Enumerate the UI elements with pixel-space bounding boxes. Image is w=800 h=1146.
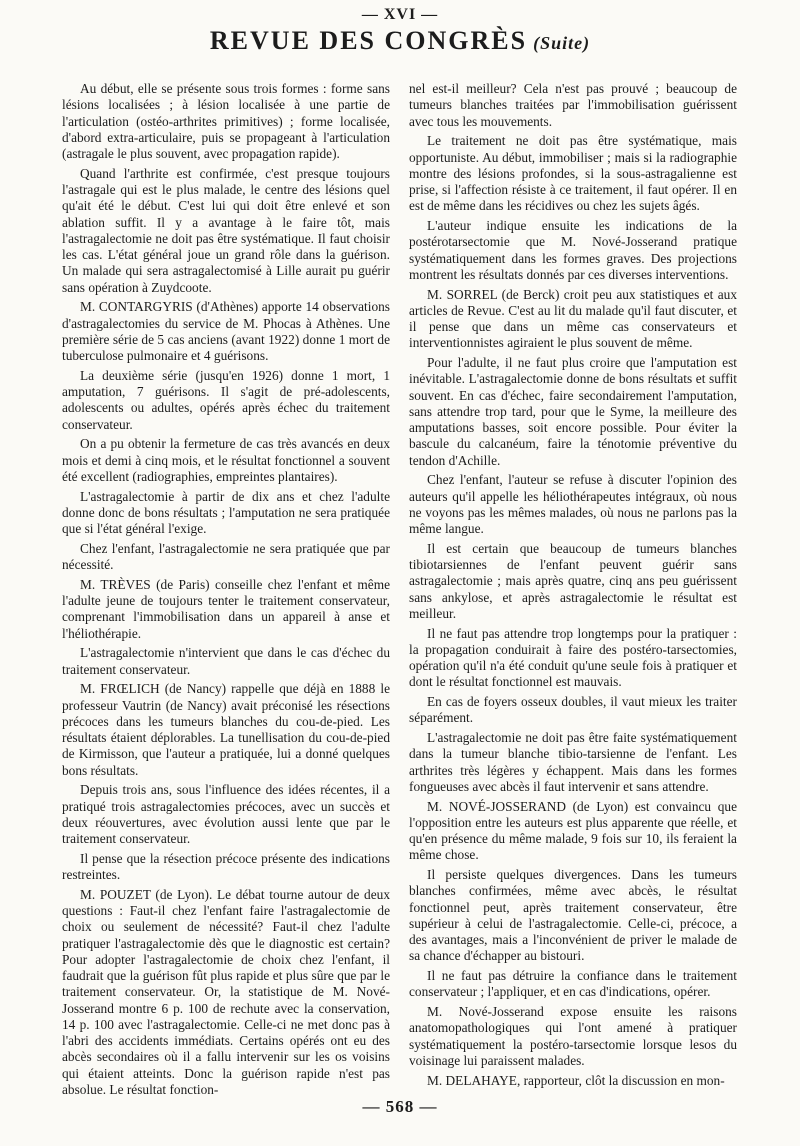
paragraph: La deuxième série (jusqu'en 1926) donne 1 mort, 1 amputation, 7 guérisons. Il s'agit de pré-adolescents, adolescents ou adultes, opérés après échec du traitement conservateur. [62, 367, 390, 432]
section-suite-label: (Suite) [533, 33, 591, 53]
paragraph: Il pense que la résection précoce présente des indications restreintes. [62, 850, 390, 882]
paragraph: Quand l'arthrite est confirmée, c'est presque toujours l'astragale qui est le plus malade, le centre des lésions quel qu'ait été le début. C'est lui qui doit être enlevé et son ablation suffit. Il y a avantage à le faire tôt, mais l'astragalectomie ne doit pas être systématique. Il faut choisir les cas. L'état général joue un grand rôle dans la guérison. Un malade qui sera astragalectomisé à Lille aurait pu guérir sans opération à Zuydcoote. [62, 165, 390, 295]
paragraph: M. SORREL (de Berck) croit peu aux statistiques et aux articles de Revue. C'est au lit du malade qu'il faut discuter, et il pense que dans un même cas conservateurs et interventionnistes agiraient le plus souvent de même. [409, 286, 737, 351]
section-title: REVUE DES CONGRÈS [209, 26, 528, 55]
paragraph: Au début, elle se présente sous trois formes : forme sans lésions localisées ; à lésion localisée à une partie de l'articulation (ostéo-arthrites primitives) ; forme localisée, d'abord extra-articulaire, puis se propageant à l'articulation (astragale le plus souvent, avec propagation rapide). [62, 81, 390, 161]
page-number: — 568 — [362, 1097, 438, 1116]
paragraph: Il persiste quelques divergences. Dans les tumeurs blanches confirmées, même avec abcès, le résultat fonctionnel peut, après traitement conservateur, être supérieur à celui de l'astragalectomie. Celle-ci, précoce, a des avantages, mais a l'inconvénient de priver le malade de sa chance d'échapper au bistouri. [409, 867, 737, 964]
paragraph: M. TRÈVES (de Paris) conseille chez l'enfant et même l'adulte jeune de toujours tenter le traitement conservateur, comprenant l'immobilisation dans un appareil à anse et l'héliothérapie. [62, 576, 390, 641]
paragraph: Il ne faut pas détruire la confiance dans le traitement conservateur ; l'appliquer, et en cas d'indications, opérer. [409, 968, 737, 1000]
paragraph: En cas de foyers osseux doubles, il vaut mieux les traiter séparément. [409, 694, 737, 726]
paragraph: nel est-il meilleur? Cela n'est pas prouvé ; beaucoup de tumeurs blanches traitées par l'immobilisation guérissent avec tous les mouvements. [409, 81, 737, 129]
paragraph: M. NOVÉ-JOSSERAND (de Lyon) est convaincu que l'opposition entre les auteurs est plus apparente que réelle, et qu'en présence du même malade, 9 fois sur 10, ils feraient la même chose. [409, 798, 737, 863]
page-folio: — XVI — [361, 6, 439, 23]
section-heading [0, 26, 800, 56]
paragraph: L'astragalectomie à partir de dix ans et chez l'adulte donne donc de bons résultats ; l'amputation ne sera pratiquée que si l'état général l'exige. [62, 488, 390, 536]
paragraph: Le traitement ne doit pas être systématique, mais opportuniste. Au début, immobiliser ; mais si la radiographie montre des lésions profondes, si la sous-astragalienne est prise, si l'affection résiste à ce traitement, il faut opérer. Il en est de même dans les récidives ou chez les sujets âgés. [409, 133, 737, 214]
paragraph: M. Nové-Josserand expose ensuite les raisons anatomopathologiques qui l'ont amené à pratiquer systématiquement la postéro-tarsectomie lorsque lesos du voisinage lui paraissent malades. [409, 1004, 737, 1068]
paragraph: Il est certain que beaucoup de tumeurs blanches tibiotarsiennes de l'enfant peuvent guérir sans astragalectomie ; mais après quatre, cinq ans peu guérissent sans ankylose, et après astragalectomie le résultat est meilleur. [409, 540, 737, 621]
paragraph: Il ne faut pas attendre trop longtemps pour la pratiquer : la propagation conduirait à faire des postéro-tarsectomies, opération qu'il n'a été conduit qu'une seule fois à pratiquer et dont le résultat fonctionnel est mauvais. [409, 625, 737, 690]
paragraph: M. POUZET (de Lyon). Le débat tourne autour de deux questions : Faut-il chez l'enfant faire l'astragalectomie de choix ou seulement de nécessité? Faut-il chez l'adulte pratiquer l'astragalectomie dès que le diagnostic est certain? Pour adopter l'astragalectomie de choix chez l'enfant, il faudrait que la guérison fût plus rapide et plus sûre que par le traitement conservateur. Or, la statistique de M. Nové-Josserand montre 6 p. 100 de rechute avec la conservation, 14 p. 100 avec l'astragalectomie. Celle-ci ne met donc pas à l'abri des accidents immédiats. Certains opérés ont eu des abcès secondaires où il a fallu intervenir sur les os voisins qui étaient atteints. Donc la guérison rapide n'est pas absolue. Le résultat fonction- [62, 886, 390, 1097]
paragraph: Chez l'enfant, l'auteur se refuse à discuter l'opinion des auteurs qu'il appelle les héliothérapeutes intégraux, où nous ne voyons pas les mêmes malades, où nous ne parlons pas la même langue. [409, 472, 737, 536]
paragraph: M. FRŒLICH (de Nancy) rappelle que déjà en 1888 le professeur Vautrin (de Nancy) avait préconisé les résections précoces dans les tumeurs blanches du cou-de-pied. Les résultats étaient déplorables. La tunellisation du cou-de-pied de Kirmisson, que l'auteur a pratiquée, lui a donné quelques bons résultats. [62, 681, 390, 778]
paragraph: Chez l'enfant, l'astragalectomie ne sera pratiquée que par nécessité. [62, 540, 390, 572]
paragraph: Depuis trois ans, sous l'influence des idées récentes, il a pratiqué trois astragalectomies précoces, avec un succès et deux réouvertures, avec évolution aussi lente que par le traitement conservateur. [62, 782, 390, 846]
paragraph: L'astragalectomie n'intervient que dans le cas d'échec du traitement conservateur. [62, 645, 390, 677]
paragraph: L'auteur indique ensuite les indications de la postérotarsectomie que M. Nové-Josserand pratique systématiquement dans les formes graves. Des projections montrent les résultats donnés par ces diverses interventions. [409, 218, 737, 282]
paragraph: M. DELAHAYE, rapporteur, clôt la discussion en mon- [427, 1072, 725, 1088]
paragraph: Pour l'adulte, il ne faut plus croire que l'amputation est inévitable. L'astragalectomie donne de bons résultats et suffit souvent. En cas d'échec, faire secondairement l'amputation, sans attendre trop tard, pour que le Syme, la meilleure des amputations basses, soit encore possible. Pour éviter la bascule du calcanéum, faire la ténotomie préventive du tendon d'Achille. [409, 355, 737, 468]
paragraph: L'astragalectomie ne doit pas être faite systématiquement dans la tumeur blanche tibio-tarsienne de l'enfant. Les arthrites très légères y échappent. Mais dans les formes fongueuses avec abcès il faut intervenir et sans attendre. [409, 730, 737, 794]
paragraph: On a pu obtenir la fermeture de cas très avancés en deux mois et demi à cinq mois, et le résultat fonctionnel a souvent été excellent (radiographies, empreintes plantaires). [62, 436, 390, 484]
left-column [62, 81, 390, 1097]
paragraph: M. CONTARGYRIS (d'Athènes) apporte 14 observations d'astragalectomies du service de M. Phocas à Athènes. Une première série de 5 cas anciens (avant 1922) donne 1 mort de tuberculose pulmonaire et 4 guérisons. [62, 299, 390, 363]
right-column [409, 81, 737, 1086]
